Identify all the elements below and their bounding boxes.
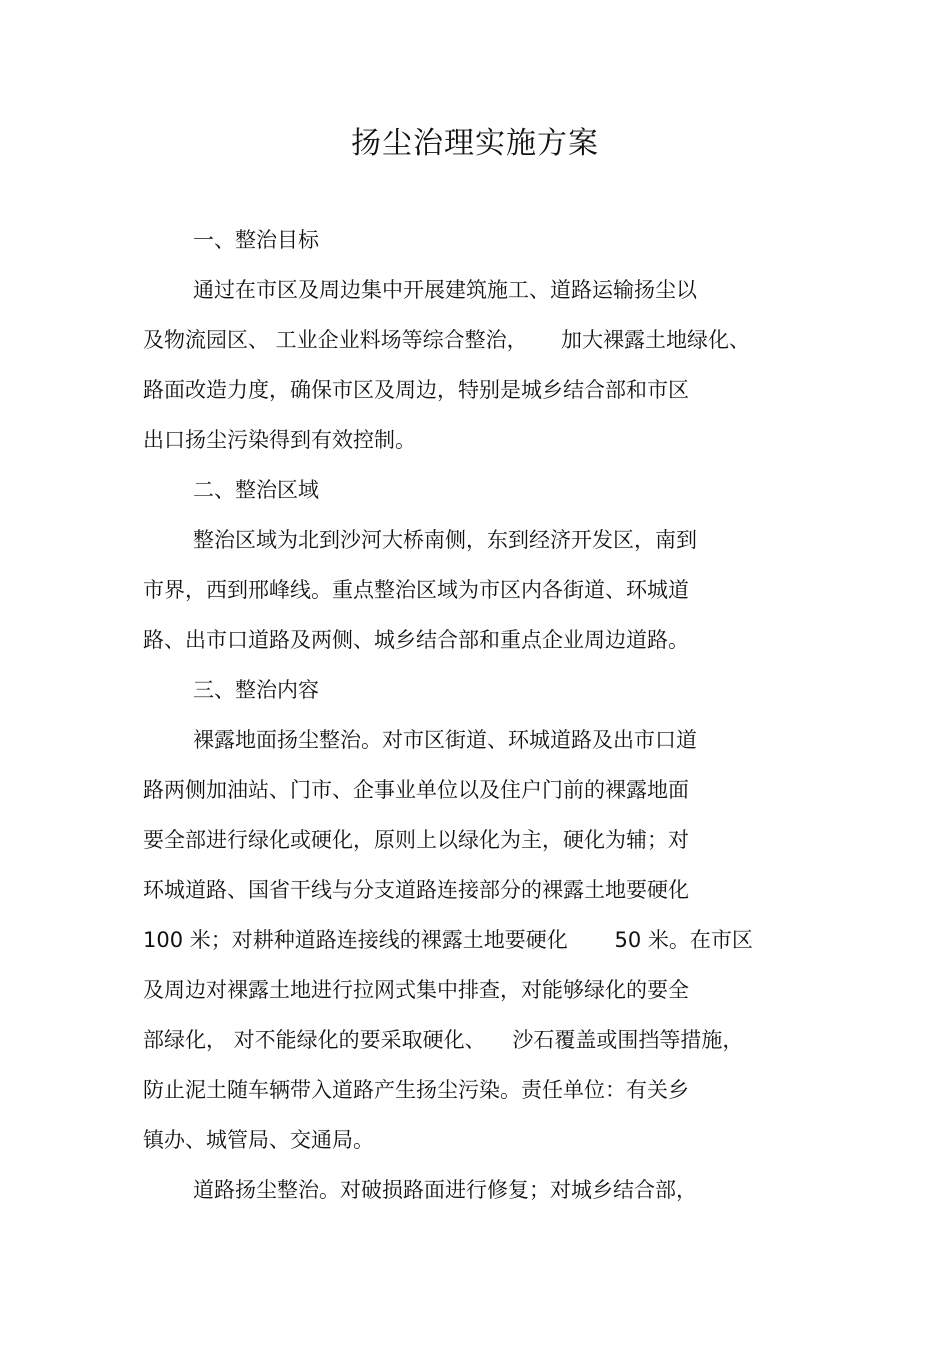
paragraph-line: 及周边对裸露土地进行拉网式集中排查，对能够绿化的要全	[143, 978, 689, 1002]
paragraph-line: 市界，西到邢峰线。重点整治区域为市区内各街道、环城道	[143, 578, 689, 602]
paragraph-line: 道路扬尘整治。对破损路面进行修复；对城乡结合部，	[193, 1178, 697, 1202]
document-title: 扬尘治理实施方案	[351, 126, 599, 161]
paragraph-line: 裸露地面扬尘整治。对市区街道、环城道路及出市口道	[193, 728, 697, 752]
paragraph-line: 100 米；对耕种道路连接线的裸露土地要硬化 50 米。在市区	[143, 928, 753, 952]
paragraph-line: 出口扬尘污染得到有效控制。	[143, 428, 416, 452]
section-heading-goals: 一、整治目标	[193, 228, 319, 252]
paragraph-line: 路、出市口道路及两侧、城乡结合部和重点企业周边道路。	[143, 628, 689, 652]
paragraph-line: 部绿化， 对不能绿化的要采取硬化、 沙石覆盖或围挡等措施，	[143, 1028, 744, 1052]
paragraph-line: 防止泥土随车辆带入道路产生扬尘污染。责任单位：有关乡	[143, 1078, 689, 1102]
paragraph-line: 路面改造力度，确保市区及周边，特别是城乡结合部和市区	[143, 378, 689, 402]
paragraph-line: 通过在市区及周边集中开展建筑施工、道路运输扬尘以	[193, 278, 697, 302]
paragraph-line: 环城道路、国省干线与分支道路连接部分的裸露土地要硬化	[143, 878, 689, 902]
section-heading-area: 二、整治区域	[193, 478, 319, 502]
paragraph-line: 整治区域为北到沙河大桥南侧，东到经济开发区，南到	[193, 528, 697, 552]
paragraph-line: 路两侧加油站、门市、企事业单位以及住户门前的裸露地面	[143, 778, 689, 802]
paragraph-line: 及物流园区、 工业企业料场等综合整治， 加大裸露土地绿化、	[143, 328, 751, 352]
paragraph-line: 要全部进行绿化或硬化，原则上以绿化为主，硬化为辅；对	[143, 828, 689, 852]
paragraph-line: 镇办、城管局、交通局。	[143, 1128, 374, 1152]
section-heading-content: 三、整治内容	[193, 678, 319, 702]
